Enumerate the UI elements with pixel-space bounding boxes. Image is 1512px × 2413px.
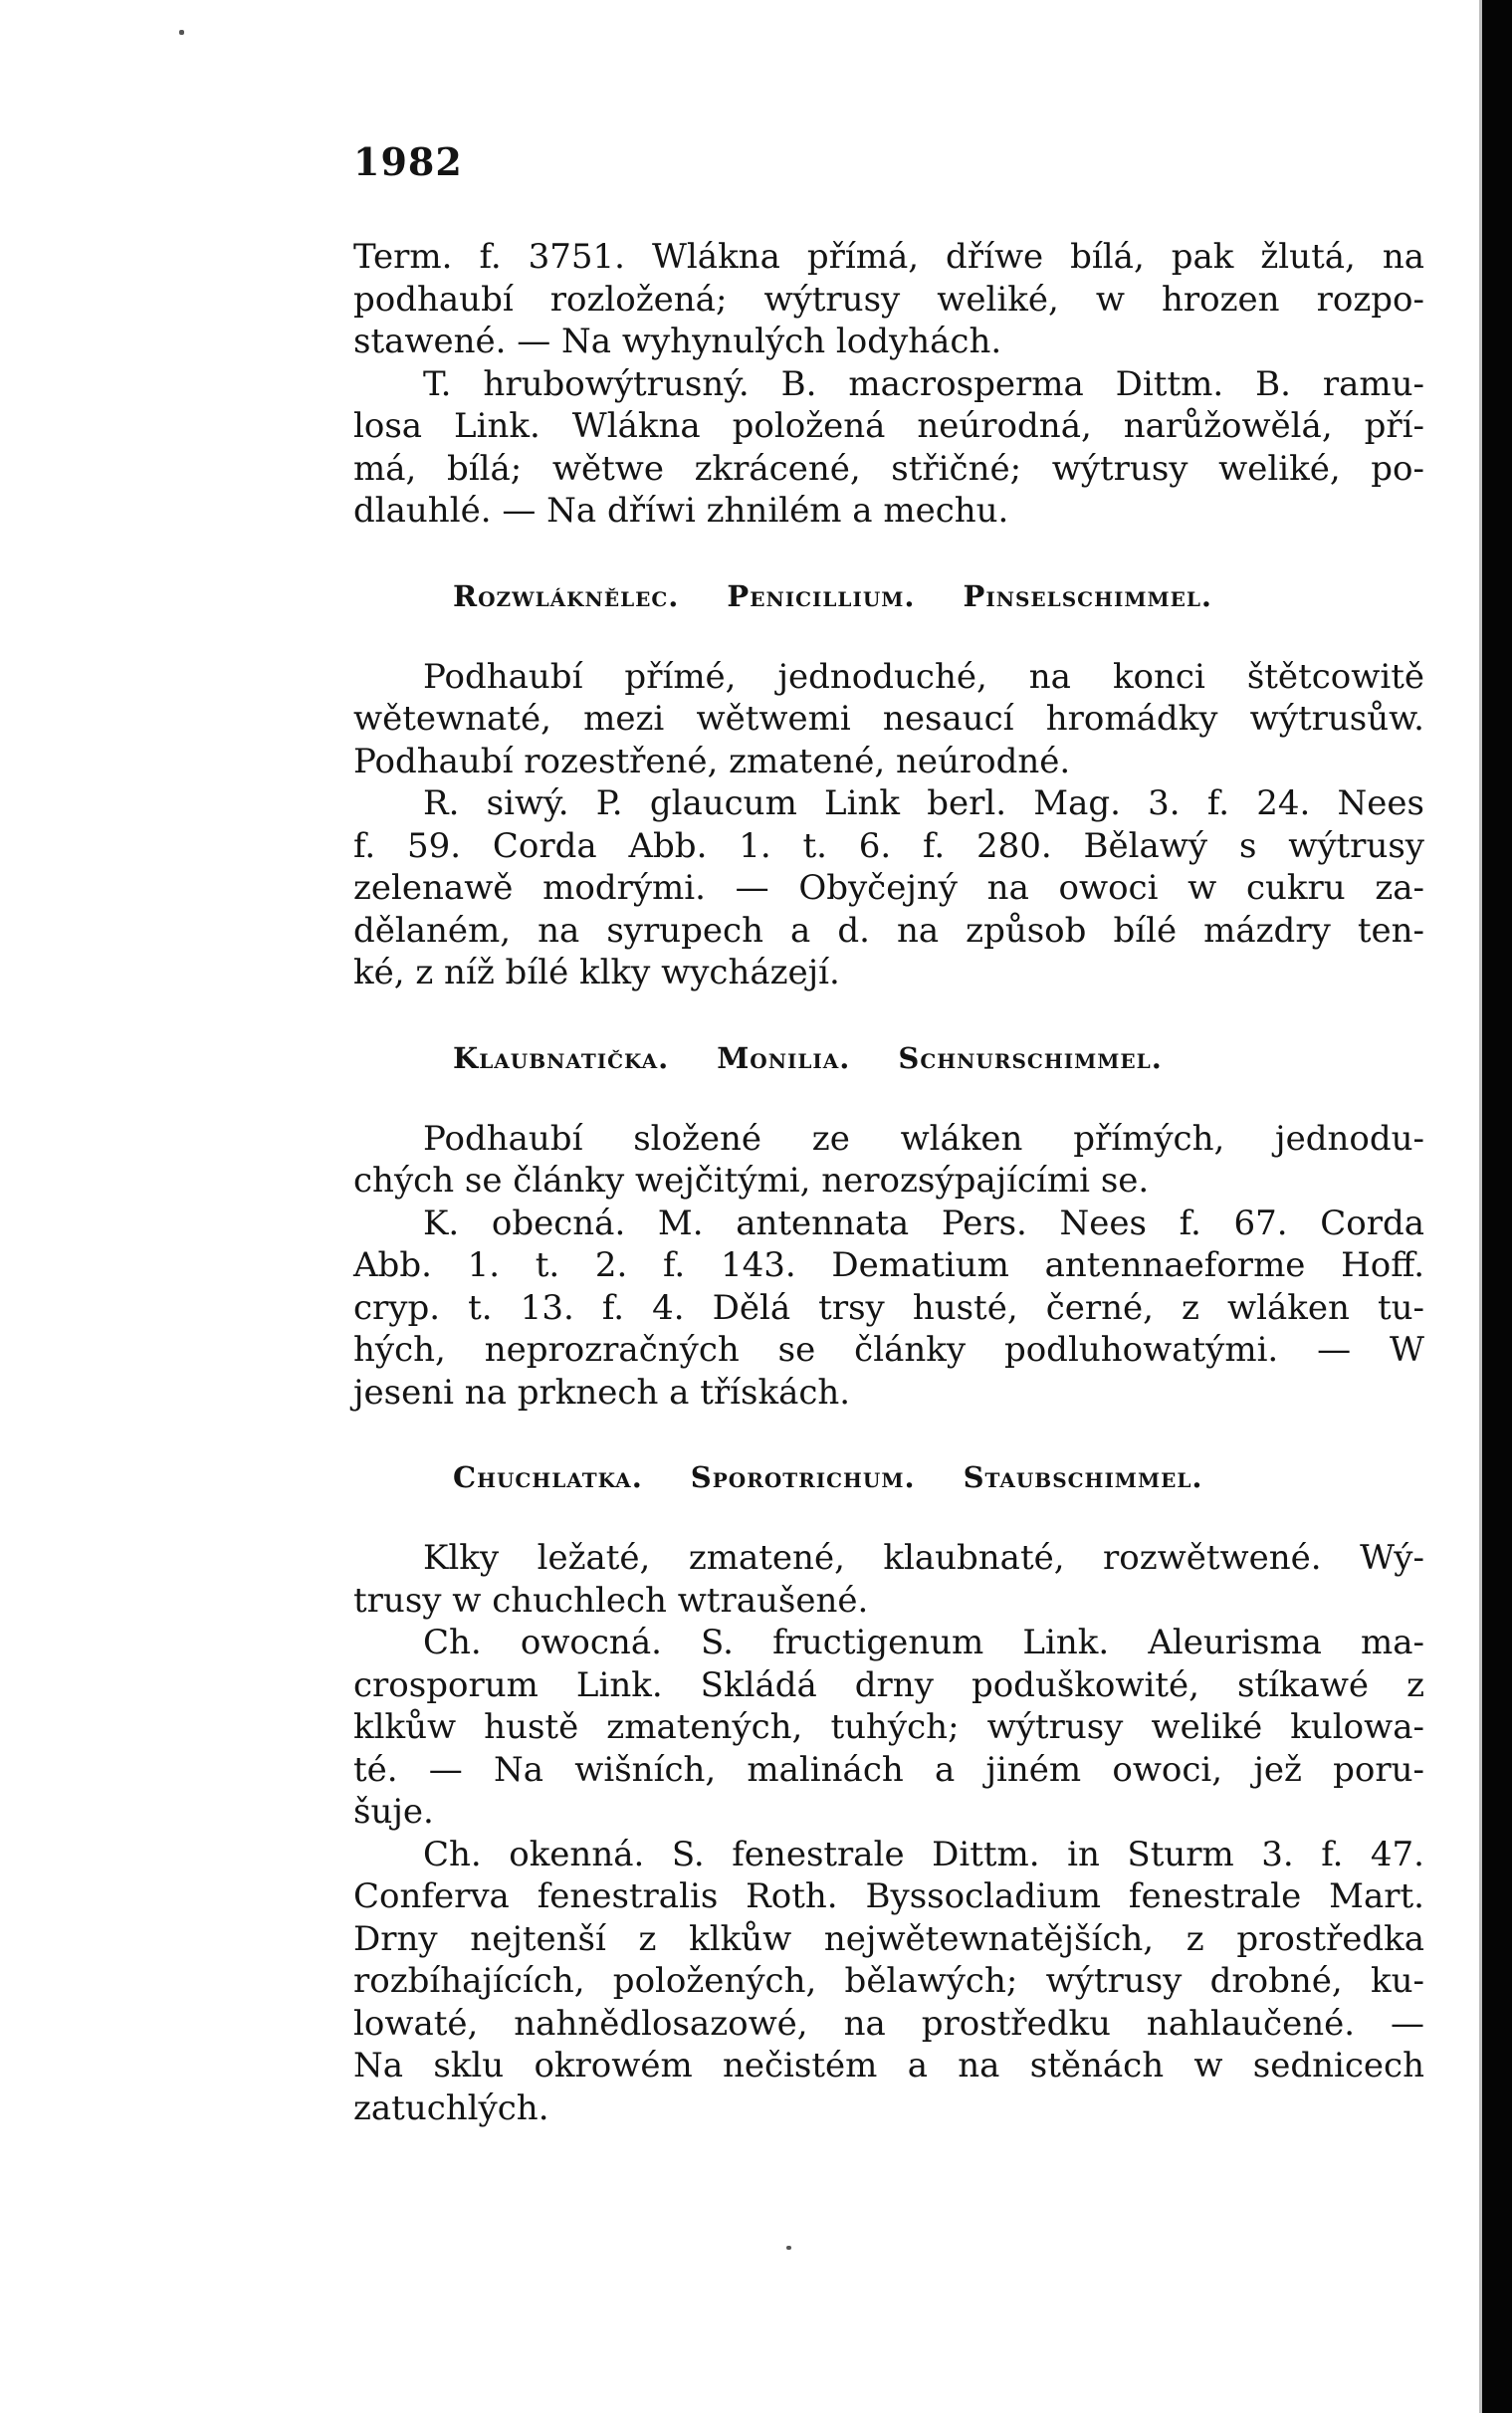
heading-german: Staubschimmel. [963, 1460, 1203, 1494]
page-edge [1482, 0, 1512, 2413]
print-speck [786, 2246, 791, 2250]
heading-latin: Sporotrichum. [690, 1460, 916, 1494]
text-line: Klky ležaté, zmatené, klaubnaté, rozwětwené. Wý- [423, 1538, 1424, 1578]
text-line: f. 59. Corda Abb. 1. t. 6. f. 280. Bělawý s wýtrusy [353, 825, 1424, 866]
heading-german: Schnurschimmel. [898, 1040, 1163, 1075]
text-block-4 [353, 1537, 1424, 2129]
text-line: jeseni na prknech a třískách. [353, 1372, 851, 1413]
heading-latin: Penicillium. [727, 578, 916, 613]
heading-czech: Chuchlatka. [453, 1460, 643, 1494]
text-line: K. obecná. M. antennata Pers. Nees f. 67. Corda [423, 1203, 1424, 1243]
text-line: té. — Na wišních, malinách a jiném owoci, jež poru- [353, 1749, 1424, 1790]
text-block-2 [353, 656, 1424, 994]
text-line: zatuchlých. [353, 2087, 549, 2128]
page-number: 1982 [353, 139, 463, 184]
text-line: ké, z níž bílé klky wycházejí. [353, 953, 840, 992]
text-line: klkůw hustě zmatených, tuhých; wýtrusy weliké kulowa- [353, 1707, 1424, 1747]
print-speck [179, 30, 184, 35]
page-content [353, 139, 1424, 2129]
heading-german: Pinselschimmel. [963, 578, 1213, 613]
text-line: Na sklu okrowém nečistém a na stěnách w sednicech [353, 2046, 1424, 2085]
heading-czech: Klaubnatička. [453, 1040, 670, 1075]
text-line: Conferva fenestralis Roth. Byssocladium fenestrale Mart. [353, 1876, 1424, 1916]
text-line: Abb. 1. t. 2. f. 143. Dematium antennaeforme Hoff. [353, 1245, 1424, 1285]
text-line: cryp. t. 13. f. 4. Dělá trsy husté, černé, z wláken tu- [353, 1287, 1424, 1328]
text-line: chých se články wejčitými, nerozsýpajícími se. [353, 1161, 1150, 1201]
text-line: lowaté, nahnědlosazowé, na prostředku nahlaučené. — [353, 2003, 1424, 2044]
text-line: hých, neprozračných se články podluhowatými. — W [353, 1330, 1424, 1370]
text-line: wětewnaté, mezi wětwemi nesaucí hromádky wýtrusůw. [353, 699, 1424, 739]
text-line: má, bílá; wětwe zkrácené, střičné; wýtrusy weliké, po- [353, 448, 1424, 489]
text-line: T. hrubowýtrusný. B. macrosperma Dittm. B. ramu- [423, 363, 1424, 404]
text-line: rozbíhajících, položených, bělawých; wýtrusy drobné, ku- [353, 1961, 1424, 2001]
text-line: podhaubí rozložená; wýtrusy weliké, w hrozen rozpo- [353, 279, 1424, 320]
genus-heading-penicillium [353, 576, 1424, 616]
text-line: losa Link. Wlákna položená neúrodná, narůžowělá, pří- [353, 406, 1424, 446]
text-line: Podhaubí přímé, jednoduché, na konci štětcowitě [423, 656, 1424, 697]
text-line: Ch. owocná. S. fructigenum Link. Aleurisma ma- [423, 1623, 1424, 1662]
text-block-1 [353, 236, 1424, 533]
text-line: dlauhlé. — Na dříwi zhnilém a mechu. [353, 491, 1009, 531]
text-block-3 [353, 1118, 1424, 1415]
text-line: šuje. [353, 1792, 434, 1832]
genus-heading-sporotrichum [353, 1457, 1424, 1497]
text-line: trusy w chuchlech wtraušené. [353, 1580, 869, 1621]
genus-heading-monilia [353, 1038, 1424, 1078]
text-line: Podhaubí rozestřené, zmatené, neúrodné. [353, 741, 1071, 781]
text-line: Podhaubí složené ze wláken přímých, jednodu- [423, 1118, 1424, 1159]
text-line: dělaném, na syrupech a d. na způsob bílé mázdry ten- [353, 910, 1424, 951]
text-line: Drny nejtenší z klkůw nejwětewnatějších, z prostředka [353, 1918, 1424, 1959]
heading-latin: Monilia. [717, 1040, 851, 1075]
text-line: R. siwý. P. glaucum Link berl. Mag. 3. f. 24. Nees [423, 783, 1424, 823]
text-line: zelenawě modrými. — Obyčejný na owoci w cukru za- [353, 868, 1424, 908]
text-line: Term. f. 3751. Wlákna přímá, dříwe bílá, pak žlutá, na [353, 237, 1424, 277]
text-line: Ch. okenná. S. fenestrale Dittm. in Sturm 3. f. 47. [423, 1834, 1424, 1874]
text-line: stawené. — Na wyhynulých lodyhách. [353, 322, 1002, 361]
text-line: crosporum Link. Skládá drny poduškowité, stíkawé z [353, 1664, 1424, 1705]
heading-czech: Rozwláknělec. [453, 578, 680, 613]
